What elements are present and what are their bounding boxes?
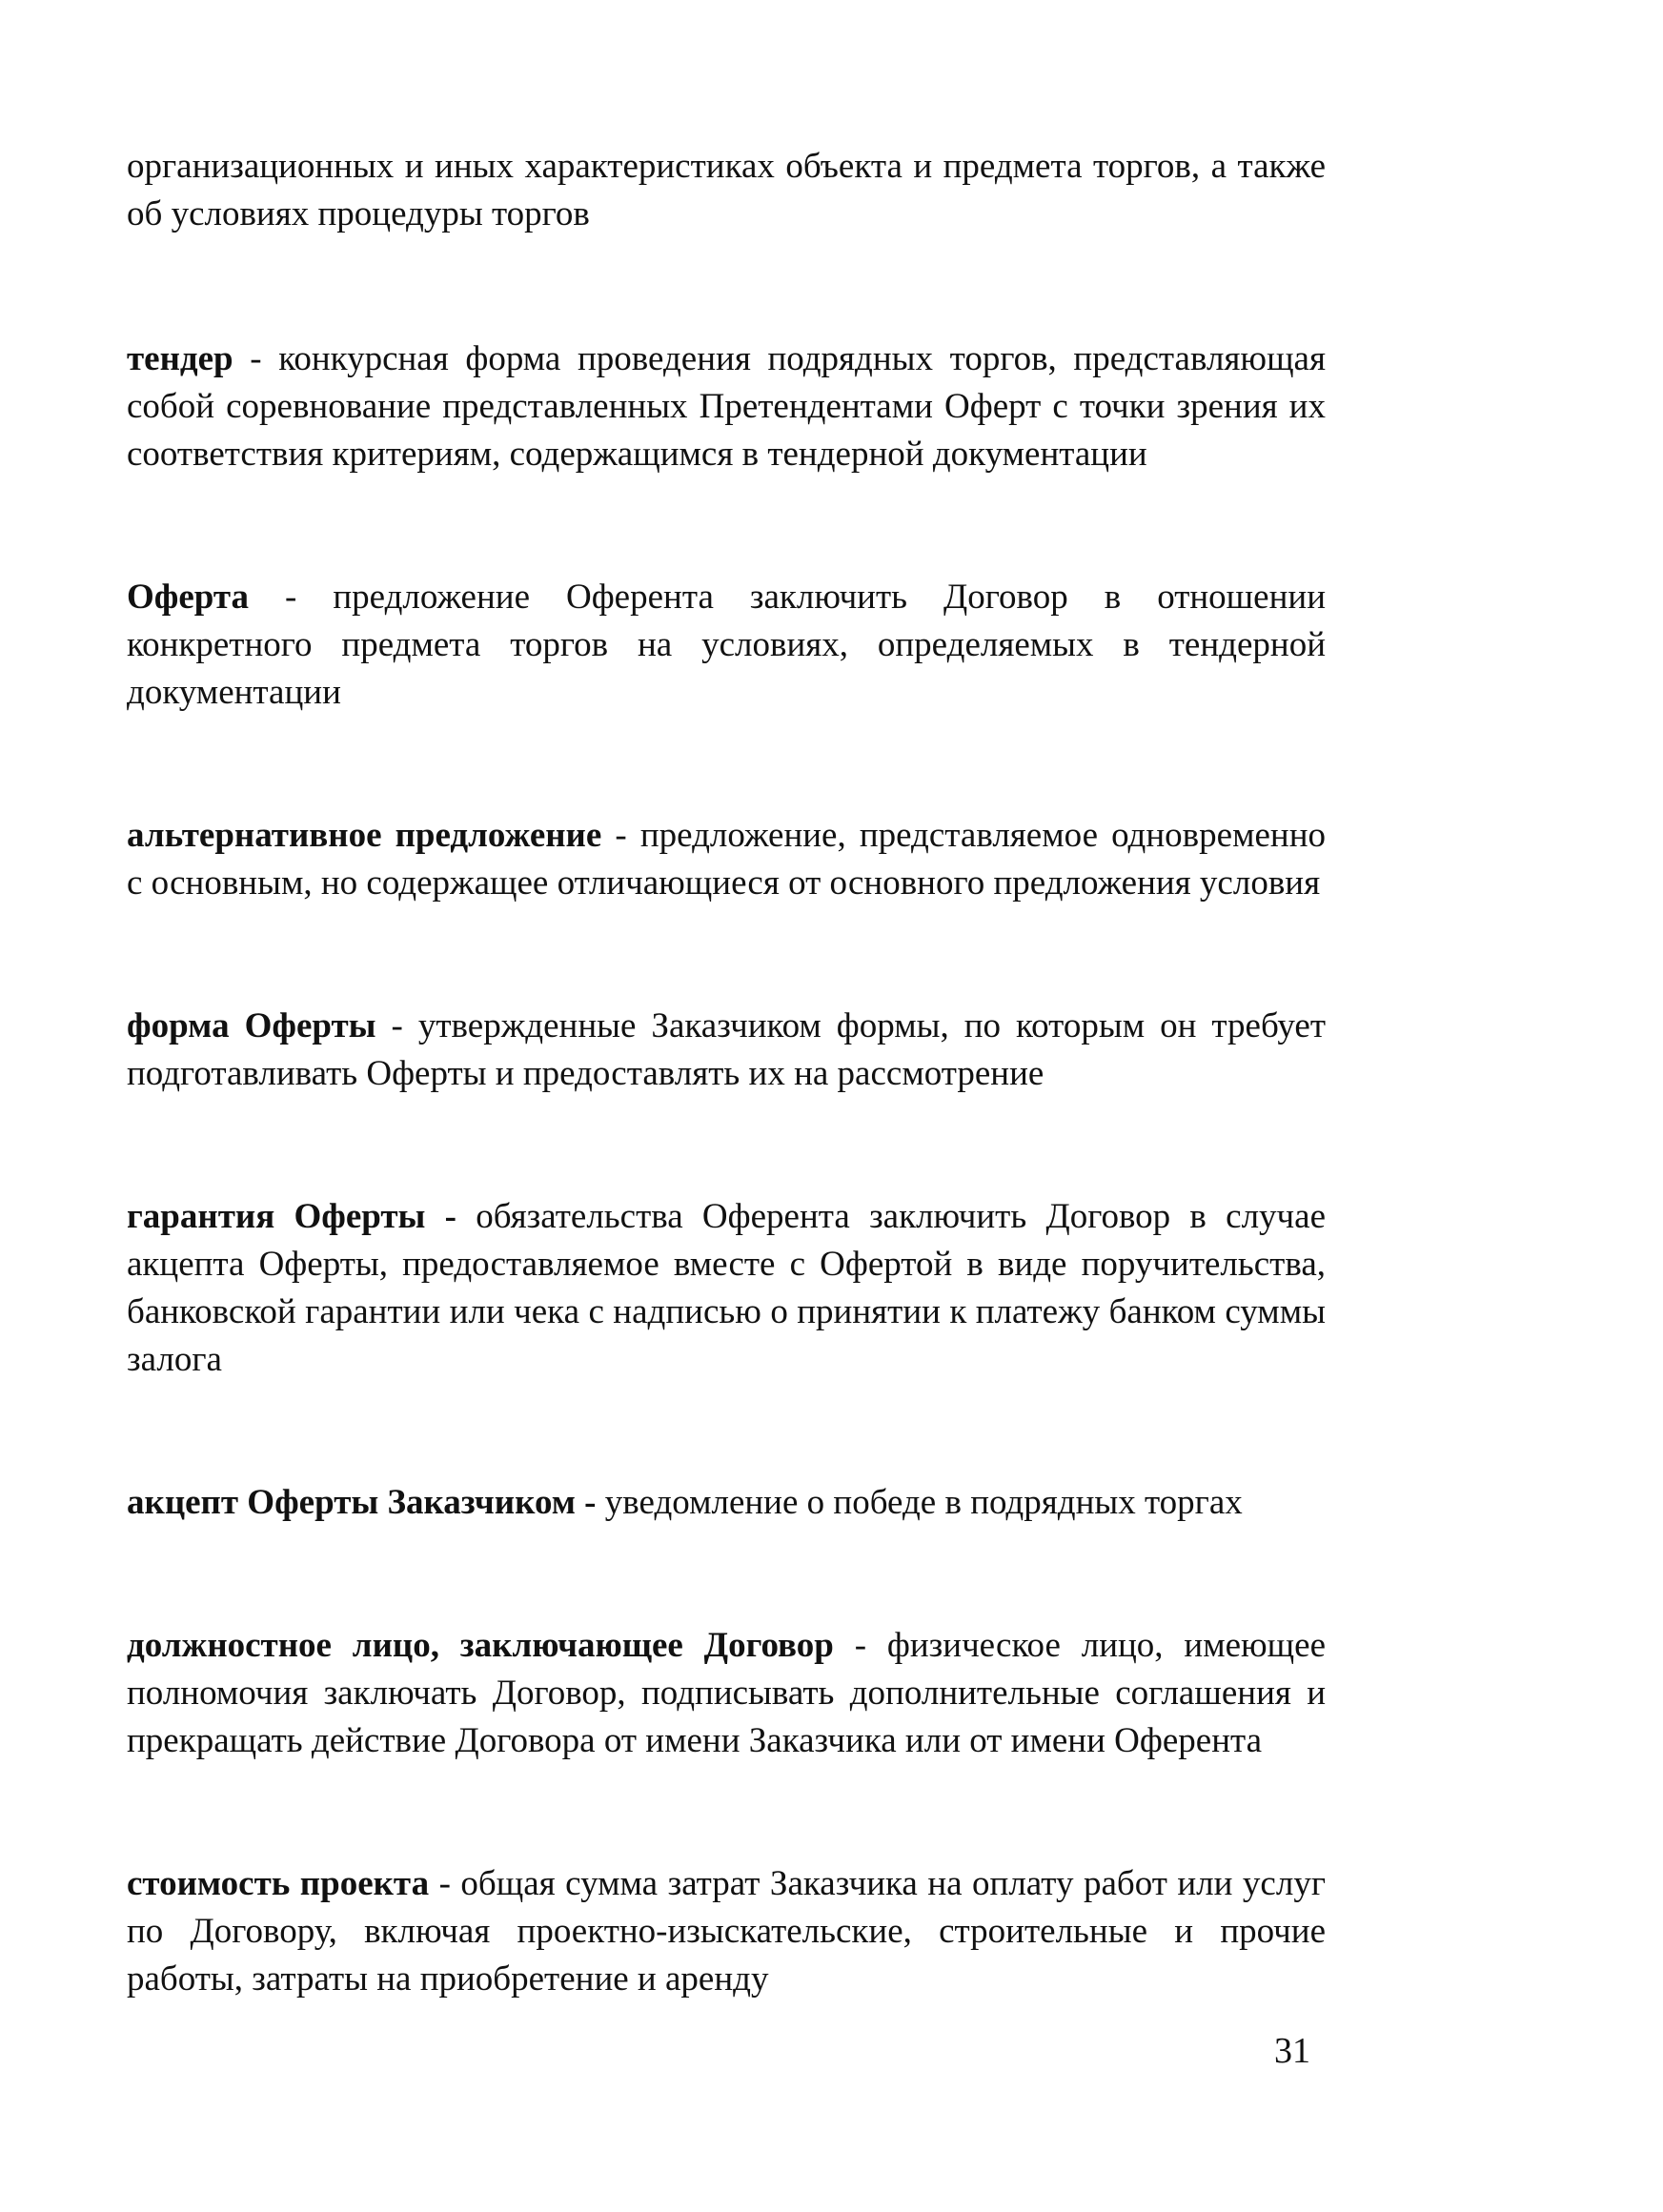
definition-text: предложение Оферента заключить Договор в отношении конкретного предмета торгов на условиях, определяемых в тендерной документации — [127, 578, 1326, 712]
definition-separator: - — [429, 1864, 461, 1903]
definition-text: утвержденные Заказчиком формы, по которым он требует подготавливать Оферты и предоставлять их на рассмотрение — [127, 1006, 1326, 1093]
definition-text: общая сумма затрат Заказчика на оплату работ или услуг по Договору, включая проектно-изыскательские, строительные и прочие работы, затраты на приобретение и аренду — [127, 1864, 1326, 1999]
definition-term: стоимость проекта — [127, 1864, 430, 1903]
definition-text: физическое лицо, имеющее полномочия заключать Договор, подписывать дополнительные соглашения и прекращать действие Договора от имени Заказчика или от имени Оферента — [127, 1626, 1327, 1760]
intro-text: организационных и иных характеристиках объекта и предмета торгов, а также об условиях процедуры торгов — [127, 147, 1326, 233]
definition-project-cost — [127, 1860, 1326, 2003]
definition-term: должностное лицо, заключающее Договор — [127, 1626, 834, 1665]
definition-text: уведомление о победе в подрядных торгах — [604, 1483, 1243, 1522]
definition-offer-form — [127, 1003, 1326, 1098]
definition-text: обязательства Оферента заключить Договор в случае акцепта Оферты, предоставляемое вместе с Офертой в виде поручительства, банковской гарантии или чека с надписью о принятии к платежу банком суммы залога — [127, 1197, 1326, 1379]
page-number: 31 — [1274, 2031, 1310, 2071]
definition-separator: - — [249, 578, 334, 617]
definition-offer-guarantee — [127, 1193, 1326, 1384]
definition-term: альтернативное предложение — [127, 816, 602, 855]
definition-separator — [597, 1483, 605, 1522]
definition-term: Оферта — [127, 578, 250, 617]
definition-separator — [456, 1197, 476, 1236]
definition-term: акцепт Оферты Заказчиком - — [127, 1483, 597, 1522]
glossary-text — [127, 143, 1326, 2099]
definition-tender — [127, 335, 1326, 478]
definition-text: предложение, представляемое одновременно с основным, но содержащее отличающиеся от основного предложения условия — [127, 816, 1327, 903]
definition-term: форма Оферты — [127, 1006, 376, 1045]
definition-separator: - — [833, 1626, 887, 1665]
intro-paragraph — [127, 143, 1326, 238]
definition-separator: - — [601, 816, 640, 855]
definition-text: конкурсная форма проведения подрядных торгов, представляющая собой соревнование представленных Претендентами Оферт с точки зрения их соответствия критериям, содержащимся в тендерной документации — [127, 339, 1326, 474]
definition-oferta — [127, 574, 1326, 717]
definition-term: гарантия Оферты - — [127, 1197, 456, 1236]
definition-separator: - — [375, 1006, 418, 1045]
definition-separator: - — [233, 339, 279, 378]
definition-signing-official — [127, 1622, 1326, 1765]
definition-term: тендер — [127, 339, 233, 378]
definition-offer-acceptance — [127, 1479, 1326, 1527]
definition-alternative-offer — [127, 812, 1326, 907]
